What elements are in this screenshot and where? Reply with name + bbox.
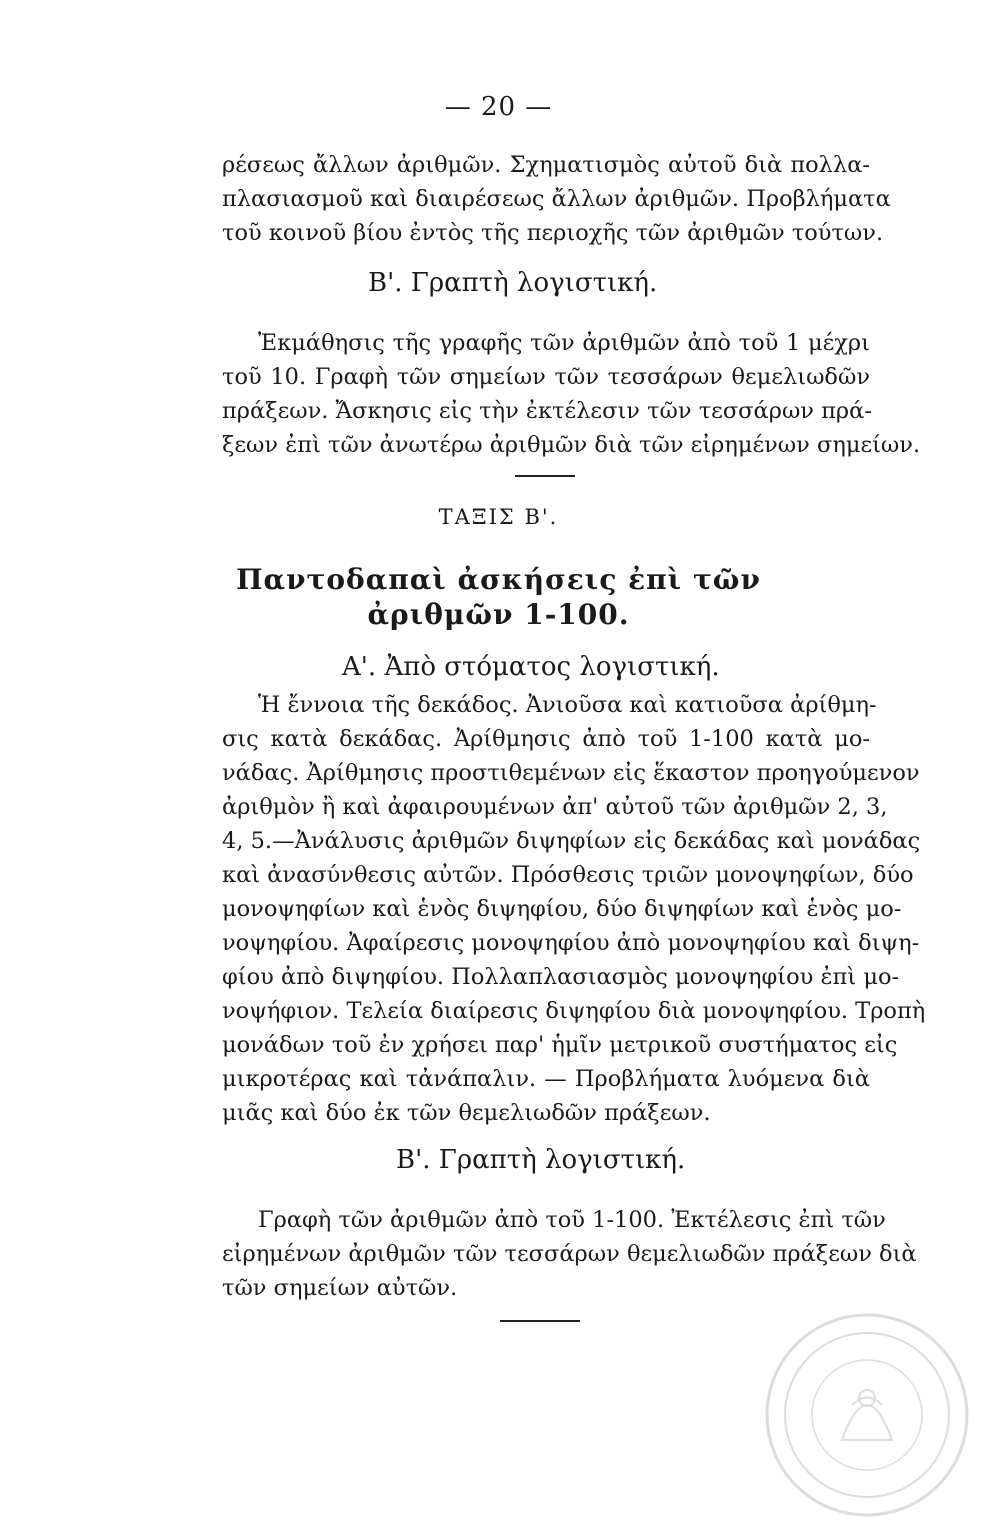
- text-line: πράξεων. Ἄσκησις εἰς τὴν ἐκτέλεσιν τῶν τεσσάρων πρά-: [222, 398, 872, 424]
- section-heading-written-arithmetic-2: Β'. Γραπτὴ λογιστική.: [396, 1145, 686, 1175]
- text-line: μικροτέρας καὶ τἀνάπαλιν. — Προβλήματα λυόμενα διὰ: [222, 1066, 870, 1092]
- text-line: τῶν σημείων αὐτῶν.: [222, 1275, 458, 1301]
- chapter-title-line2: ἀριθμῶν 1-100.: [367, 598, 630, 631]
- section-divider: [515, 475, 575, 477]
- text-line: ἀριθμὸν ἢ καὶ ἀφαιρουμένων ἀπ' αὐτοῦ τῶν ἀριθμῶν 2, 3,: [222, 794, 888, 820]
- text-line: Γραφὴ τῶν ἀριθμῶν ἀπὸ τοῦ 1-100. Ἐκτέλεσις ἐπὶ τῶν: [258, 1207, 886, 1233]
- text-line: τοῦ κοινοῦ βίου ἐντὸς τῆς περιοχῆς τῶν ἀριθμῶν τούτων.: [222, 220, 884, 246]
- page-number: — 20 —: [444, 92, 553, 122]
- text-line: τοῦ 10. Γραφὴ τῶν σημείων τῶν τεσσάρων θεμελιωδῶν: [222, 364, 870, 390]
- text-line: μονοψηφίων καὶ ἑνὸς διψηφίου, δύο διψηφίων καὶ ἑνὸς μο-: [222, 896, 902, 922]
- text-line: μονάδων τοῦ ἐν χρήσει παρ' ἡμῖν μετρικοῦ συστήματος εἰς: [222, 1032, 898, 1058]
- text-line: νάδας. Ἀρίθμησις προστιθεμένων εἰς ἕκαστον προηγούμενον: [222, 760, 920, 786]
- text-line: ξεων ἐπὶ τῶν ἀνωτέρω ἀριθμῶν διὰ τῶν εἰρημένων σημείων.: [222, 432, 921, 458]
- text-line: νοψηφίου. Ἀφαίρεσις μονοψηφίου ἀπὸ μονοψηφίου καὶ διψη-: [222, 930, 920, 956]
- end-divider: [500, 1320, 580, 1322]
- text-line: Ἐκμάθησις τῆς γραφῆς τῶν ἀριθμῶν ἀπὸ τοῦ 1 μέχρι: [258, 330, 870, 356]
- text-line: σις κατὰ δεκάδας. Ἀρίθμησις ἀπὸ τοῦ 1-100 κατὰ μο-: [222, 726, 870, 752]
- text-line: Ἡ ἔννοια τῆς δεκάδος. Ἀνιοῦσα καὶ κατιοῦσα ἀρίθμη-: [258, 692, 877, 718]
- text-line: εἰρημένων ἀριθμῶν τῶν τεσσάρων θεμελιωδῶν πράξεων διὰ: [222, 1241, 917, 1267]
- text-line: καὶ ἀνασύνθεσις αὐτῶν. Πρόσθεσις τριῶν μονοψηφίων, δύο: [222, 862, 914, 888]
- chapter-title-line1: Παντοδαπαὶ ἀσκήσεις ἐπὶ τῶν: [236, 563, 761, 596]
- text-line: πλασιασμοῦ καὶ διαιρέσεως ἄλλων ἀριθμῶν. Προβλήματα: [222, 186, 891, 212]
- section-heading-oral-arithmetic: Α'. Ἀπὸ στόματος λογιστική.: [342, 652, 720, 682]
- class-label: ΤΑΞΙΣ Β'.: [438, 505, 559, 529]
- section-heading-written-arithmetic: Β'. Γραπτὴ λογιστική.: [368, 268, 658, 298]
- text-line: φίου ἀπὸ διψηφίου. Πολλαπλασιασμὸς μονοψηφίου ἐπὶ μο-: [222, 964, 900, 990]
- text-line: 4, 5.—Ἀνάλυσις ἀριθμῶν διψηφίων εἰς δεκάδας καὶ μονάδας: [222, 828, 921, 854]
- text-line: μιᾶς καὶ δύο ἐκ τῶν θεμελιωδῶν πράξεων.: [222, 1100, 711, 1126]
- library-seal-icon: [762, 1310, 972, 1520]
- text-line: νοψήφιον. Τελεία διαίρεσις διψηφίου διὰ μονοψηφίου. Τροπὴ: [222, 998, 926, 1024]
- text-line: ρέσεως ἄλλων ἀριθμῶν. Σχηματισμὸς αὐτοῦ διὰ πολλα-: [222, 152, 870, 178]
